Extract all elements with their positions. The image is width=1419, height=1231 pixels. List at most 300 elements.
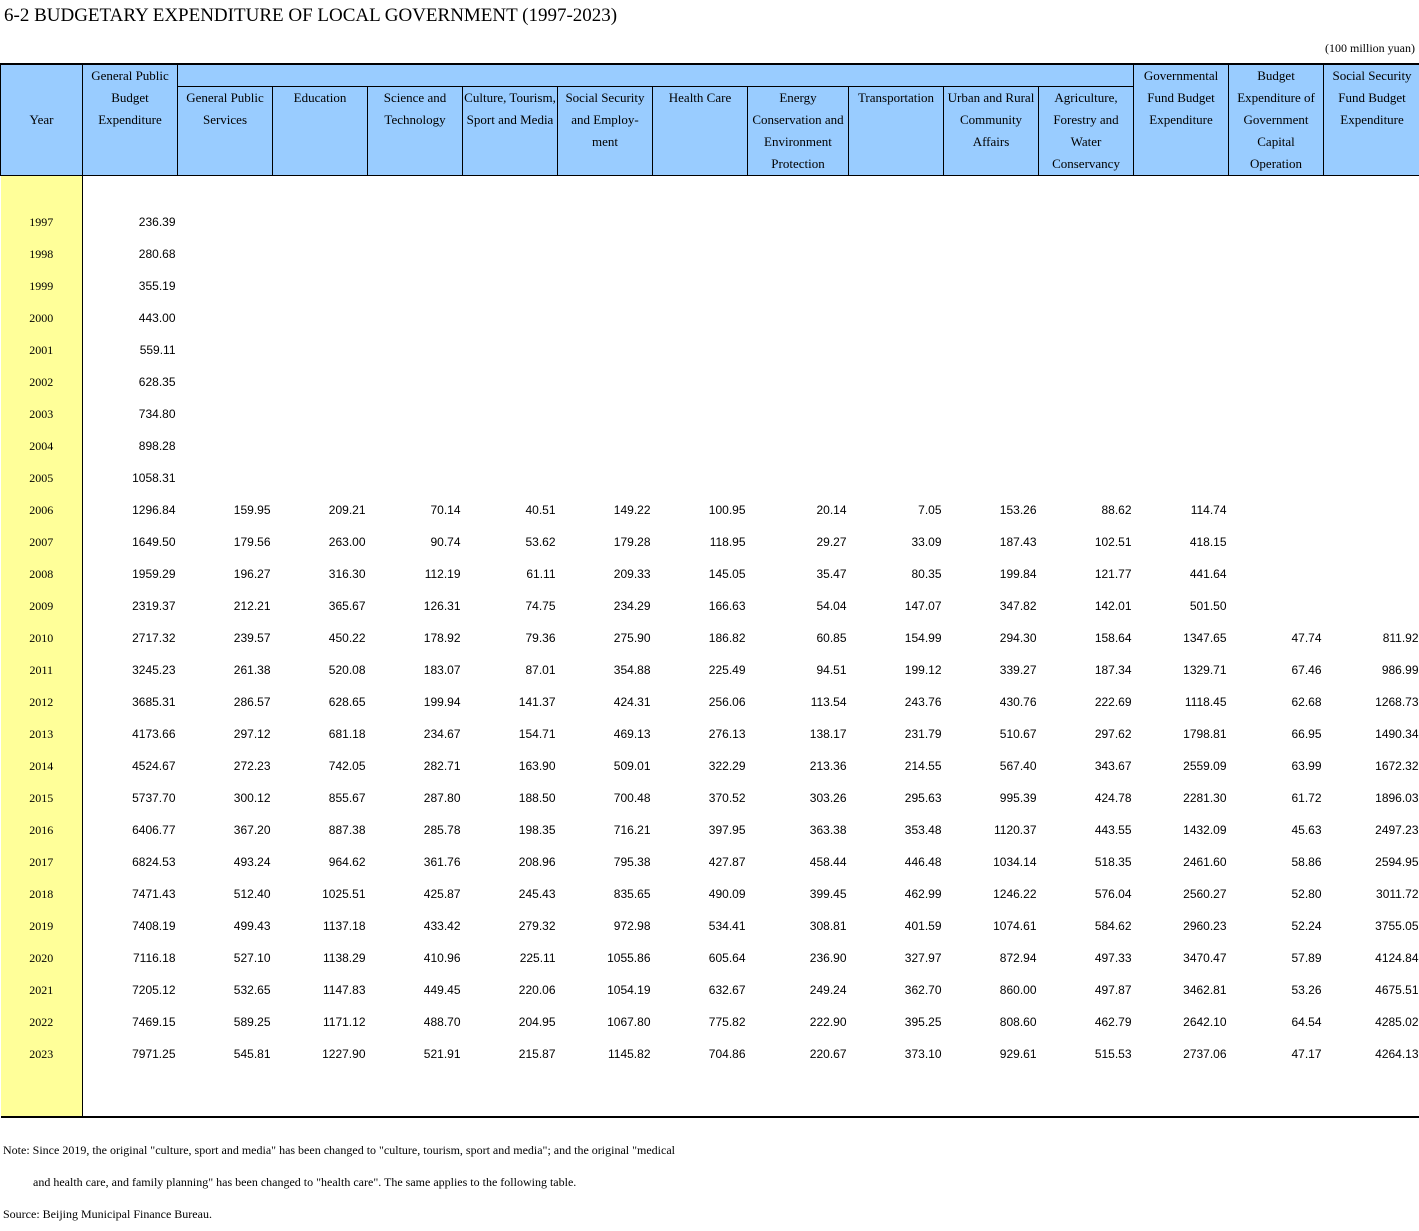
table-row xyxy=(1,494,1419,526)
value-cell xyxy=(1039,462,1134,494)
value-cell: 303.26 xyxy=(809,791,847,805)
value-cell: 47.17 xyxy=(1291,1047,1322,1061)
value-cell xyxy=(558,398,653,430)
value-cell xyxy=(849,462,944,494)
value-cell: 7408.19 xyxy=(132,919,176,933)
table-body xyxy=(1,176,1419,1118)
value-cell xyxy=(368,302,463,334)
value-cell: 47.74 xyxy=(1291,631,1322,645)
value-cell: 872.94 xyxy=(999,951,1037,965)
value-cell: 1798.81 xyxy=(1183,727,1227,741)
value-cell: 559.11 xyxy=(139,343,176,357)
value-cell: 286.57 xyxy=(233,695,271,709)
value-cell xyxy=(178,462,273,494)
value-cell: 1137.18 xyxy=(323,919,366,933)
table-row xyxy=(1,270,1419,302)
value-cell: 154.99 xyxy=(904,631,942,645)
value-cell: 446.48 xyxy=(904,855,942,869)
value-cell xyxy=(1229,462,1324,494)
value-cell xyxy=(653,302,748,334)
value-cell: 1329.71 xyxy=(1183,663,1227,677)
value-cell: 628.35 xyxy=(138,375,176,389)
value-cell: 584.62 xyxy=(1094,919,1132,933)
value-cell: 367.20 xyxy=(233,823,271,837)
year-cell: 2021 xyxy=(1,974,83,1006)
value-cell: 532.65 xyxy=(233,983,271,997)
value-cell: 5737.70 xyxy=(132,791,176,805)
value-cell: 179.28 xyxy=(613,535,651,549)
table-bottom-row xyxy=(1,1070,1419,1117)
value-cell: 245.43 xyxy=(518,887,556,901)
value-cell: 395.25 xyxy=(904,1015,942,1029)
value-cell: 297.62 xyxy=(1094,727,1132,741)
note-line-1: Note: Since 2019, the original "culture, sport and media" has been changed to "culture, tourism, sport and media"; and the original "medical xyxy=(3,1143,675,1157)
value-cell: 276.13 xyxy=(708,727,746,741)
value-cell: 166.63 xyxy=(708,599,746,613)
value-cell xyxy=(1134,302,1229,334)
value-cell: 2281.30 xyxy=(1183,791,1227,805)
value-cell xyxy=(273,270,368,302)
value-cell: 441.64 xyxy=(1189,567,1227,581)
value-cell: 6824.53 xyxy=(132,855,176,869)
value-cell xyxy=(1324,526,1419,558)
value-cell: 343.67 xyxy=(1094,759,1132,773)
value-cell xyxy=(1324,398,1419,430)
year-cell: 1997 xyxy=(1,206,83,238)
value-cell: 1055.86 xyxy=(607,951,651,965)
value-cell xyxy=(1324,302,1419,334)
value-cell: 322.29 xyxy=(708,759,746,773)
year-cell: 2005 xyxy=(1,462,83,494)
value-cell: 704.86 xyxy=(708,1047,746,1061)
value-cell xyxy=(558,270,653,302)
value-cell: 33.09 xyxy=(911,535,942,549)
value-cell xyxy=(558,238,653,270)
year-cell: 2014 xyxy=(1,750,83,782)
value-cell xyxy=(558,206,653,238)
value-cell xyxy=(653,238,748,270)
table-row xyxy=(1,1038,1419,1070)
value-cell: 443.55 xyxy=(1094,823,1132,837)
value-cell: 149.22 xyxy=(613,503,651,517)
table-row xyxy=(1,526,1419,558)
value-cell: 1347.65 xyxy=(1183,631,1227,645)
value-cell: 300.12 xyxy=(233,791,271,805)
value-cell: 808.60 xyxy=(999,1015,1037,1029)
value-cell: 64.54 xyxy=(1291,1015,1322,1029)
value-cell: 1034.14 xyxy=(993,855,1037,869)
value-cell: 410.96 xyxy=(423,951,461,965)
value-cell: 7469.15 xyxy=(132,1015,176,1029)
value-cell: 145.05 xyxy=(708,567,746,581)
value-cell xyxy=(178,366,273,398)
value-cell: 183.07 xyxy=(423,663,461,677)
value-cell: 225.11 xyxy=(519,951,556,965)
table-row xyxy=(1,334,1419,366)
value-cell xyxy=(748,430,849,462)
value-cell xyxy=(653,206,748,238)
value-cell: 7471.43 xyxy=(132,887,176,901)
value-cell: 401.59 xyxy=(904,919,942,933)
value-cell xyxy=(1039,430,1134,462)
value-cell xyxy=(463,270,558,302)
value-cell: 186.82 xyxy=(708,631,746,645)
value-cell: 220.06 xyxy=(518,983,556,997)
value-cell: 433.42 xyxy=(423,919,461,933)
value-cell xyxy=(1134,430,1229,462)
value-cell: 527.10 xyxy=(233,951,271,965)
value-cell: 628.65 xyxy=(328,695,366,709)
value-cell: 2461.60 xyxy=(1183,855,1227,869)
value-cell: 2737.06 xyxy=(1183,1047,1227,1061)
table-row xyxy=(1,878,1419,910)
value-cell xyxy=(368,334,463,366)
value-cell: 2960.23 xyxy=(1183,919,1227,933)
value-cell xyxy=(1039,238,1134,270)
value-cell xyxy=(273,206,368,238)
value-cell xyxy=(463,462,558,494)
value-cell xyxy=(748,238,849,270)
value-cell xyxy=(944,206,1039,238)
value-cell: 4264.13 xyxy=(1375,1047,1419,1061)
table-row xyxy=(1,206,1419,238)
table-spacer-row xyxy=(1,176,1419,207)
value-cell: 280.68 xyxy=(138,247,176,261)
value-cell: 53.26 xyxy=(1291,983,1322,997)
value-cell xyxy=(368,398,463,430)
value-cell xyxy=(1229,206,1324,238)
year-cell: 2011 xyxy=(1,654,83,686)
value-cell xyxy=(944,270,1039,302)
value-cell: 4675.51 xyxy=(1375,983,1419,997)
value-cell: 972.98 xyxy=(613,919,651,933)
value-cell: 512.40 xyxy=(233,887,271,901)
value-cell: 458.44 xyxy=(809,855,847,869)
year-cell: 2008 xyxy=(1,558,83,590)
table-row xyxy=(1,430,1419,462)
year-cell: 2002 xyxy=(1,366,83,398)
value-cell xyxy=(1324,558,1419,590)
value-cell xyxy=(463,206,558,238)
value-cell: 462.99 xyxy=(904,887,942,901)
value-cell: 222.90 xyxy=(809,1015,847,1029)
value-cell: 188.50 xyxy=(518,791,556,805)
value-cell: 1120.37 xyxy=(994,823,1037,837)
value-cell xyxy=(849,302,944,334)
value-cell: 57.89 xyxy=(1291,951,1322,965)
value-cell: 234.29 xyxy=(613,599,651,613)
header-social-security: Social Security and Employ- ment xyxy=(558,87,653,176)
value-cell: 370.52 xyxy=(708,791,746,805)
value-cell: 225.49 xyxy=(708,663,746,677)
year-cell: 2000 xyxy=(1,302,83,334)
value-cell: 118.95 xyxy=(709,535,746,549)
header-social-security-fund: Social Security Fund Budget Expenditure xyxy=(1324,64,1419,176)
value-cell: 363.38 xyxy=(809,823,847,837)
value-cell: 1058.31 xyxy=(132,471,176,485)
value-cell: 716.21 xyxy=(613,823,651,837)
table-row xyxy=(1,462,1419,494)
table-row xyxy=(1,718,1419,750)
year-cell: 2019 xyxy=(1,910,83,942)
value-cell xyxy=(849,366,944,398)
value-cell xyxy=(463,430,558,462)
value-cell: 742.05 xyxy=(328,759,366,773)
value-cell: 63.99 xyxy=(1291,759,1322,773)
value-cell: 795.38 xyxy=(613,855,651,869)
value-cell: 929.61 xyxy=(999,1047,1037,1061)
value-cell xyxy=(273,366,368,398)
value-cell: 179.56 xyxy=(233,535,271,549)
value-cell xyxy=(1324,590,1419,622)
value-cell xyxy=(1229,366,1324,398)
year-cell: 2017 xyxy=(1,846,83,878)
value-cell xyxy=(1229,334,1324,366)
value-cell xyxy=(1324,430,1419,462)
value-cell: 308.81 xyxy=(809,919,847,933)
year-cell: 2020 xyxy=(1,942,83,974)
value-cell xyxy=(1229,558,1324,590)
table-row xyxy=(1,1006,1419,1038)
value-cell: 126.31 xyxy=(423,599,461,613)
value-cell xyxy=(178,334,273,366)
value-cell: 121.77 xyxy=(1094,567,1132,581)
year-cell: 2018 xyxy=(1,878,83,910)
value-cell xyxy=(1039,270,1134,302)
value-cell xyxy=(1324,334,1419,366)
value-cell xyxy=(178,398,273,430)
value-cell: 1296.84 xyxy=(132,503,176,517)
value-cell: 243.76 xyxy=(904,695,942,709)
value-cell xyxy=(653,430,748,462)
value-cell xyxy=(558,430,653,462)
expenditure-table xyxy=(0,63,1419,1118)
value-cell: 4124.84 xyxy=(1375,951,1419,965)
year-cell: 2007 xyxy=(1,526,83,558)
value-cell: 469.13 xyxy=(613,727,651,741)
value-cell xyxy=(944,430,1039,462)
value-cell xyxy=(1229,302,1324,334)
value-cell: 497.33 xyxy=(1094,951,1132,965)
value-cell: 497.87 xyxy=(1094,983,1132,997)
table-row xyxy=(1,558,1419,590)
value-cell: 2560.27 xyxy=(1183,887,1227,901)
value-cell xyxy=(178,238,273,270)
value-cell: 236.90 xyxy=(809,951,847,965)
value-cell xyxy=(1229,494,1324,526)
value-cell: 1268.73 xyxy=(1375,695,1419,709)
year-cell: 2015 xyxy=(1,782,83,814)
value-cell: 534.41 xyxy=(708,919,746,933)
value-cell: 20.14 xyxy=(816,503,847,517)
header-culture: Culture, Tourism, Sport and Media xyxy=(463,87,558,176)
value-cell: 213.36 xyxy=(809,759,847,773)
value-cell: 215.87 xyxy=(518,1047,556,1061)
value-cell: 2559.09 xyxy=(1183,759,1227,773)
table-row xyxy=(1,910,1419,942)
value-cell: 316.30 xyxy=(328,567,366,581)
value-cell: 66.95 xyxy=(1291,727,1322,741)
value-cell xyxy=(1134,462,1229,494)
value-cell: 1432.09 xyxy=(1183,823,1227,837)
value-cell: 1246.22 xyxy=(993,887,1037,901)
value-cell: 114.74 xyxy=(1190,503,1227,517)
value-cell: 1074.61 xyxy=(993,919,1037,933)
value-cell: 61.72 xyxy=(1291,791,1322,805)
value-cell: 1490.34 xyxy=(1375,727,1419,741)
value-cell: 361.76 xyxy=(423,855,461,869)
value-cell: 1067.80 xyxy=(607,1015,651,1029)
table-row xyxy=(1,366,1419,398)
value-cell: 2717.32 xyxy=(132,631,176,645)
value-cell: 632.67 xyxy=(708,983,746,997)
value-cell: 2319.37 xyxy=(132,599,176,613)
value-cell xyxy=(748,302,849,334)
value-cell: 153.26 xyxy=(999,503,1037,517)
value-cell xyxy=(748,270,849,302)
year-cell: 2003 xyxy=(1,398,83,430)
value-cell: 275.90 xyxy=(613,631,651,645)
year-cell: 2013 xyxy=(1,718,83,750)
value-cell: 272.23 xyxy=(233,759,271,773)
value-cell: 1145.82 xyxy=(608,1047,651,1061)
value-cell: 261.38 xyxy=(233,663,271,677)
value-cell xyxy=(1324,238,1419,270)
value-cell: 353.48 xyxy=(904,823,942,837)
header-transportation: Transportation xyxy=(849,87,944,176)
value-cell xyxy=(748,206,849,238)
value-cell: 178.92 xyxy=(423,631,461,645)
value-cell: 354.88 xyxy=(613,663,651,677)
value-cell: 339.27 xyxy=(999,663,1037,677)
value-cell xyxy=(849,430,944,462)
value-cell xyxy=(653,334,748,366)
value-cell: 1649.50 xyxy=(132,535,176,549)
value-cell: 734.80 xyxy=(138,407,176,421)
value-cell xyxy=(558,334,653,366)
value-cell: 1227.90 xyxy=(322,1047,366,1061)
value-cell: 249.24 xyxy=(809,983,847,997)
value-cell: 425.87 xyxy=(423,887,461,901)
header-governmental-fund: Governmental Fund Budget Expenditure xyxy=(1134,64,1229,176)
table-row xyxy=(1,302,1419,334)
value-cell: 282.71 xyxy=(423,759,461,773)
value-cell xyxy=(944,334,1039,366)
value-cell: 80.35 xyxy=(911,567,942,581)
value-cell: 1147.83 xyxy=(323,983,366,997)
value-cell: 509.01 xyxy=(613,759,651,773)
value-cell xyxy=(463,238,558,270)
value-cell xyxy=(368,462,463,494)
value-cell: 1896.03 xyxy=(1375,791,1419,805)
value-cell xyxy=(1324,462,1419,494)
value-cell xyxy=(748,334,849,366)
value-cell: 199.94 xyxy=(423,695,461,709)
value-cell xyxy=(368,206,463,238)
table-row xyxy=(1,590,1419,622)
value-cell: 3755.05 xyxy=(1375,919,1419,933)
value-cell: 297.12 xyxy=(233,727,271,741)
value-cell: 196.27 xyxy=(233,567,271,581)
header-science-technology: Science and Technology xyxy=(368,87,463,176)
value-cell: 154.71 xyxy=(518,727,556,741)
value-cell xyxy=(1039,302,1134,334)
year-cell: 1999 xyxy=(1,270,83,302)
value-cell: 430.76 xyxy=(999,695,1037,709)
value-cell: 424.78 xyxy=(1094,791,1132,805)
header-capital-operation: Budget Expenditure of Government Capital Operation xyxy=(1229,64,1324,176)
value-cell xyxy=(1134,366,1229,398)
value-cell xyxy=(1229,590,1324,622)
header-year: Year xyxy=(1,64,83,176)
value-cell: 163.90 xyxy=(518,759,556,773)
value-cell xyxy=(1324,206,1419,238)
table-row xyxy=(1,686,1419,718)
value-cell xyxy=(653,398,748,430)
value-cell: 2497.23 xyxy=(1375,823,1419,837)
table-row xyxy=(1,942,1419,974)
value-cell: 860.00 xyxy=(999,983,1037,997)
value-cell: 209.33 xyxy=(613,567,651,581)
value-cell: 209.21 xyxy=(328,503,366,517)
value-cell xyxy=(1324,270,1419,302)
value-cell: 355.19 xyxy=(138,279,176,293)
value-cell xyxy=(368,366,463,398)
value-cell xyxy=(558,302,653,334)
year-cell: 2010 xyxy=(1,622,83,654)
value-cell: 7.05 xyxy=(918,503,942,517)
value-cell: 462.79 xyxy=(1094,1015,1132,1029)
value-cell xyxy=(273,462,368,494)
value-cell: 3245.23 xyxy=(132,663,176,677)
value-cell xyxy=(273,398,368,430)
value-cell: 58.86 xyxy=(1291,855,1322,869)
value-cell: 112.19 xyxy=(424,567,461,581)
header-group-spacer xyxy=(178,64,1134,87)
year-cell: 2001 xyxy=(1,334,83,366)
value-cell: 424.31 xyxy=(613,695,651,709)
value-cell: 7971.25 xyxy=(132,1047,176,1061)
value-cell: 52.80 xyxy=(1291,887,1322,901)
value-cell: 212.21 xyxy=(233,599,271,613)
table-row xyxy=(1,622,1419,654)
value-cell xyxy=(558,366,653,398)
value-cell: 256.06 xyxy=(708,695,746,709)
value-cell xyxy=(463,398,558,430)
year-cell: 2006 xyxy=(1,494,83,526)
value-cell: 964.62 xyxy=(328,855,366,869)
year-cell: 2012 xyxy=(1,686,83,718)
value-cell xyxy=(273,238,368,270)
value-cell: 1054.19 xyxy=(607,983,651,997)
header-health-care: Health Care xyxy=(653,87,748,176)
value-cell: 397.95 xyxy=(708,823,746,837)
value-cell: 141.37 xyxy=(518,695,556,709)
value-cell: 208.96 xyxy=(518,855,556,869)
value-cell: 681.18 xyxy=(328,727,366,741)
value-cell: 52.24 xyxy=(1291,919,1322,933)
value-cell: 986.99 xyxy=(1381,663,1419,677)
year-cell: 2009 xyxy=(1,590,83,622)
value-cell xyxy=(1229,270,1324,302)
value-cell: 147.07 xyxy=(904,599,942,613)
table-row xyxy=(1,846,1419,878)
value-cell xyxy=(463,334,558,366)
value-cell xyxy=(1039,334,1134,366)
value-cell xyxy=(748,398,849,430)
value-cell xyxy=(1229,526,1324,558)
value-cell xyxy=(748,366,849,398)
